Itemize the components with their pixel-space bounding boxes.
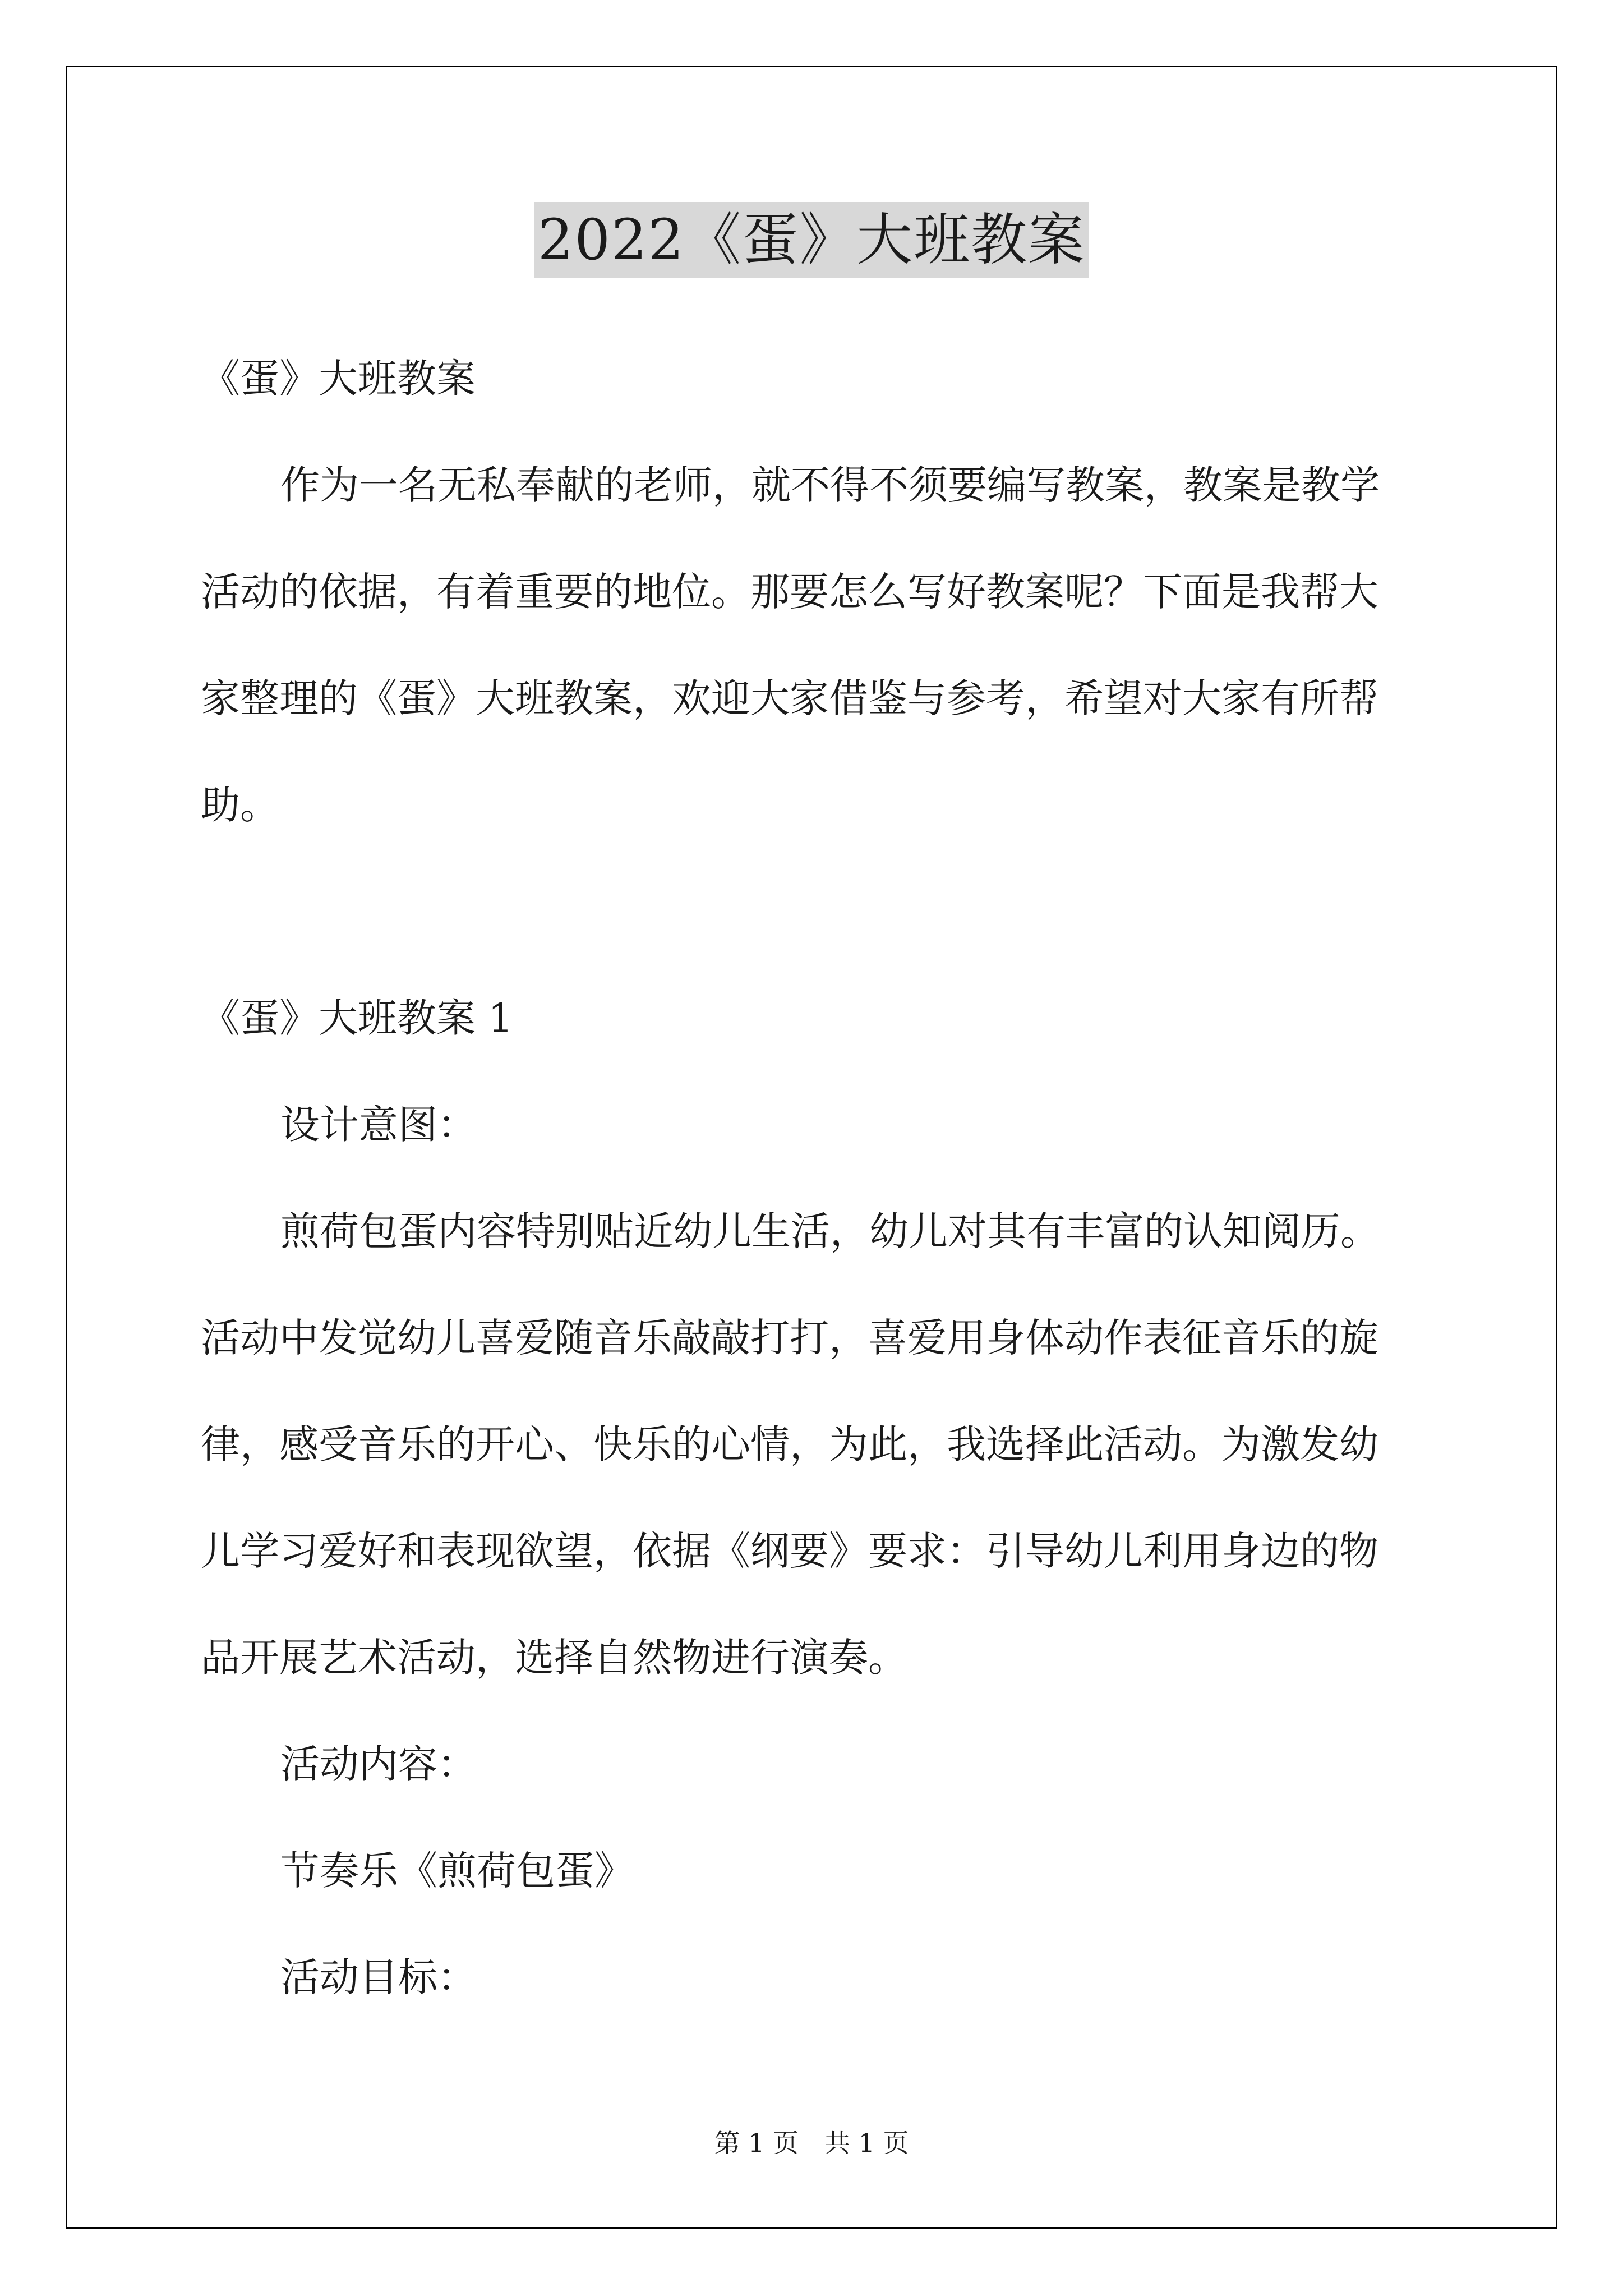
intro-line: 助。 xyxy=(201,782,279,828)
design-line: 儿学习爱好和表现欲望，依据《纲要》要求：引导幼儿利用身边的物 xyxy=(201,1528,1378,1574)
intro-line: 活动的依据，有着重要的地位。那要怎么写好教案呢？下面是我帮大 xyxy=(201,569,1378,615)
content-value: 节奏乐《煎荷包蛋》 xyxy=(280,1848,634,1894)
design-line: 律，感受音乐的开心、快乐的心情，为此，我选择此活动。为激发幼 xyxy=(201,1421,1378,1467)
goals-label: 活动目标： xyxy=(280,1954,477,2000)
document-title: 2022《蛋》大班教案 xyxy=(534,202,1089,278)
section-heading: 《蛋》大班教案 1 xyxy=(201,995,513,1041)
design-intent-label: 设计意图： xyxy=(280,1102,477,1148)
intro-line: 家整理的《蛋》大班教案，欢迎大家借鉴与参考，希望对大家有所帮 xyxy=(201,675,1378,721)
design-line: 煎荷包蛋内容特别贴近幼儿生活，幼儿对其有丰富的认知阅历。 xyxy=(280,1208,1380,1254)
title-container xyxy=(0,202,1623,278)
design-line: 活动中发觉幼儿喜爱随音乐敲敲打打，喜爱用身体动作表征音乐的旋 xyxy=(201,1315,1378,1361)
content-label: 活动内容： xyxy=(280,1741,477,1787)
design-line: 品开展艺术活动，选择自然物进行演奏。 xyxy=(201,1635,907,1681)
page-footer: 第 1 页 共 1 页 xyxy=(714,2128,909,2158)
intro-line: 作为一名无私奉献的老师，就不得不须要编写教案，教案是教学 xyxy=(280,462,1380,508)
document-subtitle: 《蛋》大班教案 xyxy=(201,356,476,402)
